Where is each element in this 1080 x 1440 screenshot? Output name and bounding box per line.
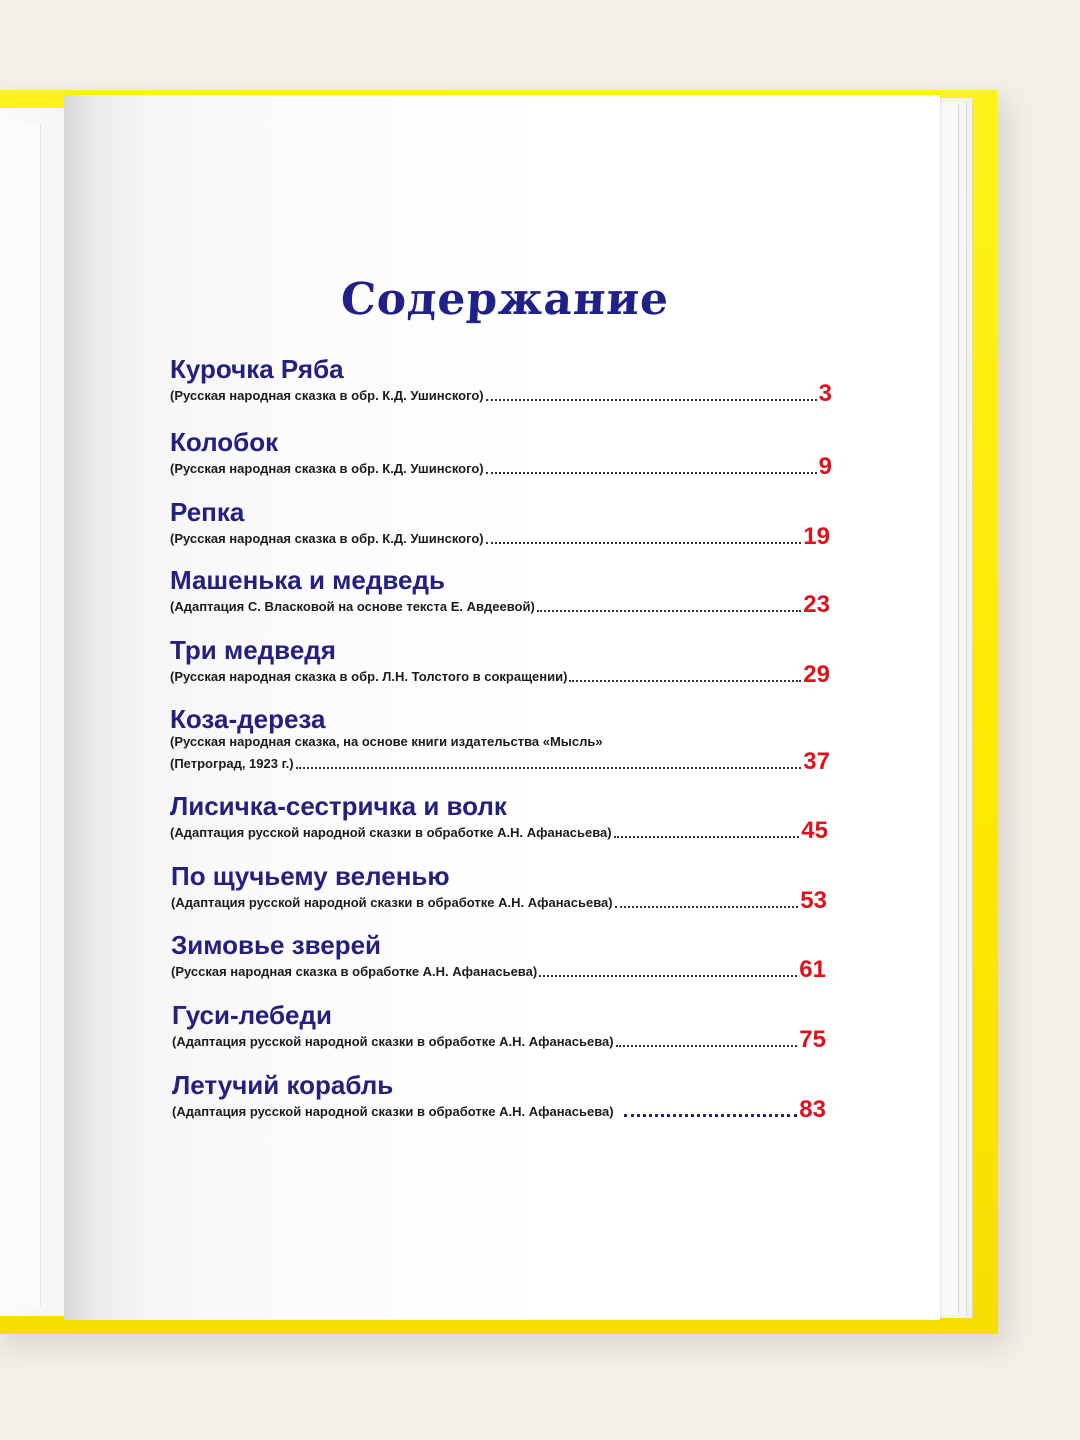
entry-title: Курочка Ряба — [170, 354, 344, 384]
entry-subtitle: (Русская народная сказка в обработке А.Н. Афанасьева) — [171, 964, 538, 979]
toc-entry[interactable] — [170, 566, 830, 616]
entry-subtitle: (Адаптация С. Власковой на основе текста Е. Авдеевой) — [170, 599, 535, 614]
entry-title: Гуси-лебеди — [172, 1000, 332, 1030]
entry-title: Летучий корабль — [172, 1070, 394, 1100]
entry-title: Машенька и медведь — [170, 565, 445, 595]
toc-entry[interactable] — [171, 862, 827, 912]
page-number: 45 — [801, 817, 828, 844]
entry-subtitle: (Адаптация русской народной сказки в обработке А.Н. Афанасьева) — [172, 1034, 614, 1049]
entry-subtitle: (Адаптация русской народной сказки в обработке А.Н. Афанасьева) — [171, 895, 613, 910]
page-number: 61 — [799, 956, 826, 983]
entry-subtitle: (Адаптация русской народной сказки в обработке А.Н. Афанасьева) — [172, 1104, 614, 1119]
dot-leader — [486, 471, 817, 474]
dot-leader — [614, 835, 800, 838]
toc-entry[interactable] — [172, 1001, 826, 1051]
entry-subtitle: (Русская народная сказка, на основе книги издательства «Мысль» — [170, 734, 603, 749]
dot-leader — [486, 541, 802, 544]
page-title: Содержание — [339, 274, 671, 325]
entry-subtitle-continued: (Петроград, 1923 г.) — [170, 756, 294, 771]
dot-leader — [486, 398, 817, 401]
dot-leader — [537, 609, 802, 612]
entry-title: Зимовье зверей — [171, 930, 382, 960]
entry-title: По щучьему веленью — [171, 861, 450, 891]
entry-subtitle: (Русская народная сказка в обр. К.Д. Ушинского) — [170, 388, 484, 403]
toc-entry[interactable] — [170, 428, 832, 478]
entry-subtitle: (Адаптация русской народной сказки в обработке А.Н. Афанасьева) — [170, 825, 612, 840]
entry-subtitle: (Русская народная сказка в обр. К.Д. Ушинского) — [170, 461, 484, 476]
dot-leader — [615, 905, 799, 908]
toc-entry[interactable] — [170, 498, 830, 548]
page-number: 9 — [818, 453, 832, 480]
entry-title: Три медведя — [170, 635, 336, 665]
page-number: 37 — [803, 748, 830, 775]
toc-entry[interactable] — [170, 636, 830, 686]
page-number: 19 — [803, 523, 830, 550]
dot-leader — [569, 679, 801, 682]
toc-entry[interactable] — [170, 705, 830, 773]
entry-title: Лисичка-сестричка и волк — [170, 791, 507, 821]
toc-entry[interactable] — [170, 792, 828, 842]
page-number: 83 — [799, 1096, 826, 1123]
entry-subtitle: (Русская народная сказка в обр. Л.Н. Толстого в сокращении) — [170, 669, 568, 684]
toc-entry[interactable] — [171, 931, 826, 981]
page-number: 29 — [803, 661, 830, 688]
entry-title: Коза-дереза — [170, 704, 326, 734]
entry-title: Колобок — [170, 427, 279, 457]
dot-leader — [624, 1113, 798, 1117]
page-number: 75 — [799, 1026, 826, 1053]
dot-leader — [616, 1044, 798, 1047]
toc-entry[interactable] — [170, 355, 832, 405]
page-number: 23 — [803, 591, 830, 618]
page-number: 3 — [818, 380, 832, 407]
dot-leader — [539, 974, 797, 977]
toc-entry[interactable] — [172, 1071, 826, 1121]
entry-title: Репка — [170, 497, 245, 527]
page-number: 53 — [800, 887, 827, 914]
entry-subtitle: (Русская народная сказка в обр. К.Д. Ушинского) — [170, 531, 484, 546]
dot-leader — [296, 766, 802, 769]
